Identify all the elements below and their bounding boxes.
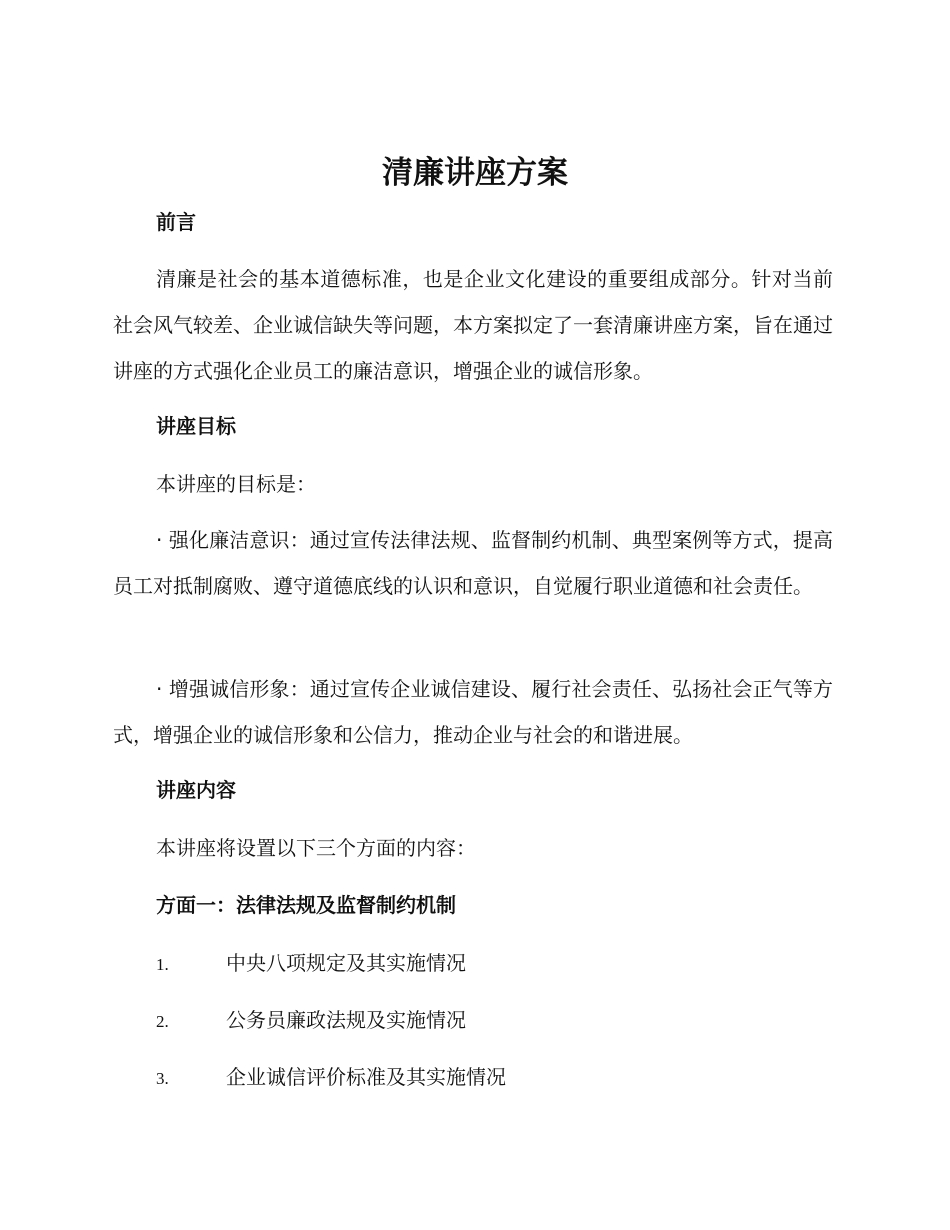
section-heading-content: 讲座内容: [156, 778, 236, 802]
content-intro: 本讲座将设置以下三个方面的内容：: [156, 836, 476, 860]
list-item-number: 3.: [156, 1069, 169, 1088]
list-item-text: 企业诚信评价标准及其实施情况: [226, 1065, 506, 1089]
list-item-number: 1.: [156, 955, 169, 974]
aspect-one-heading: 方面一：法律法规及监督制约机制: [156, 893, 456, 917]
goal-intro: 本讲座的目标是：: [156, 472, 316, 496]
preface-paragraph: 清廉是社会的基本道德标准，也是企业文化建设的重要组成部分。针对当前社会风气较差、企业诚信缺失等问题，本方案拟定了一套清廉讲座方案，旨在通过讲座的方式强化企业员工的廉洁意识，增强企业的诚信形象。: [113, 267, 833, 383]
list-item-text: 公务员廉政法规及实施情况: [226, 1008, 466, 1032]
list-item-number: 2.: [156, 1012, 169, 1031]
list-item-text: 中央八项规定及其实施情况: [226, 951, 466, 975]
goal-item-integrity: · 强化廉洁意识：通过宣传法律法规、监督制约机制、典型案例等方式，提高员工对抵制腐败、遵守道德底线的认识和意识，自觉履行职业道德和社会责任。: [113, 528, 833, 598]
goal-item-credibility: · 增强诚信形象：通过宣传企业诚信建设、履行社会责任、弘扬社会正气等方式，增强企业的诚信形象和公信力，推动企业与社会的和谐进展。: [113, 677, 833, 747]
list-item: [156, 1006, 836, 1036]
list-item: [156, 1063, 836, 1093]
list-item: [156, 949, 836, 979]
section-heading-goal: 讲座目标: [156, 414, 236, 438]
section-heading-preface: 前言: [156, 210, 196, 234]
document-title: 清廉讲座方案: [382, 155, 568, 191]
